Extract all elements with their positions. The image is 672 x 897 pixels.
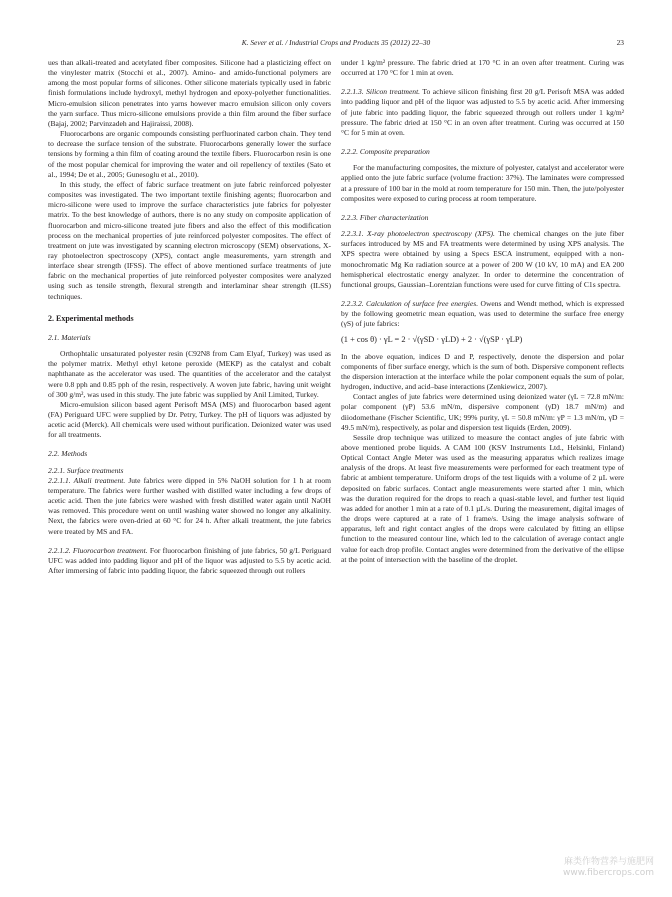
paragraph-silicon-treatment	[341, 87, 624, 138]
paragraph-composite-preparation: For the manufacturing composites, the mixture of polyester, catalyst and accelerator were applied onto the jute fabric surface (volume fraction: 37%). The laminates were compressed at a pressure of 100 bar in the mold at room temperature for 150 min. Then, the jute/polyester composites were exposed to curing process at room temperature.	[341, 163, 624, 203]
paragraph-silicone-intro: ues than alkali-treated and acetylated fiber composites. Silicone had a plasticizing effect on the vinylester matrix (Stocchi et al., 2007). Amino- and amido-functional polymers are among the most popular forms of silicones. Other silicone materials typically used in fabric finish formulations include hydroxyl, methyl hydrogen and epoxy-polyether functionalities. Micro-emulsion silicon penetrates into yarns however macro emulsion silicon only covers the yarn surface. Thus micro-silicone emulsions provide a thin film around the fiber surface (Bajaj, 2002; Parvinzadeh and Hajiraissi, 2008).	[48, 58, 331, 128]
heading-xps: 2.2.3.1. X-ray photoelectron spectroscopy (XPS).	[341, 229, 495, 239]
text-fluorocarbon-treatment: For fluorocarbon finishing of jute fabrics, 50 g/L Periguard UFC was added into padding liquor and pH of the liquor was adjusted to 5.5 by acetic acid. After immersing of fabric into padding liquor, the fabric squeezed through out rollers	[48, 545, 332, 576]
paragraph-materials-resin: Orthophtalic unsaturated polyester resin (C92N8 from Cam Elyaf, Turkey) was used as the polymer matrix. Methyl ethyl ketone peroxide (MEKP) as the catalyst and cobalt naphthanate as the accelerator was used. The quantities of the accelerator and the catalyst were 0.8 pph and 0.85 pph of the resin, respectively. A woven jute fabric, having unit weight of 300 g/m², was used in this study. The jute fabric was supplied by Anil Limited, Turkey.	[48, 349, 331, 399]
equation-body: (1 + cos θ) · γL = 2 · √(γSD · γLD) + 2 · √(γSP · γLP)	[341, 335, 523, 345]
paragraph-alkali-treatment	[48, 476, 331, 537]
text-xps: The chemical changes on the jute fiber surfaces introduced by MS and FA treatments were determined by using XPS analysis. The XPS spectra were obtained by using a Specs ESCA instrument, equipped with a non-monochromatic Mg Kα radiation source at a power of 200 W (10 kV, 10 mA) and EA 200 hemispherical electrostatic energy analyzer. In order to determine the concentration of functional groups, Gaussian–Lorentzian functions were used for curve fitting of C1s spectra.	[341, 229, 624, 289]
watermark-line-2: www.fibercrops.com	[563, 868, 654, 878]
paragraph-equation-explanation: In the above equation, indices D and P, respectively, denote the dispersion and polar components of fiber surface energy, which is the sum of both. Dispersive component reflects the dispersion interaction at the interface while the polar component equals the sum of polar, hydrogen, inductive, and acid–base interactions (Zenkiewicz, 2007).	[341, 351, 624, 392]
page-number: 23	[616, 38, 624, 47]
running-header	[48, 38, 624, 52]
text-surface-free-energy: Owens and Wendt method, which is expressed by the following geometric mean equation, was used to determine the surface free energy (γS) of jute fabrics:	[341, 298, 624, 329]
left-column	[48, 58, 331, 576]
text-silicon-treatment: To achieve silicon finishing first 20 g/L Perisoft MSA was added into padding liquor and pH of the liquor was adjusted to 5.5 by acetic acid. After immersing of jute fabric into padding liquor, the fabric squeezed through out rollers under 1 kg/m² pressure. The fabric dried at 150 °C in an oven after treatment. Curing was occurred at 150 °C for 5 min at oven.	[341, 87, 624, 137]
paragraph-fluorocarbon-treatment	[48, 546, 331, 576]
paragraph-study-aim: In this study, the effect of fabric surface treatment on jute fabric reinforced polyester composites was investigated. The two important textile finishing agents; fluorocarbon and micro-silicone were used to improve the surface characteristics jute fabrics for polyester matrix. To the best knowledge of authors, there is no any study on composite application of fluorocarbon and micro-silicone treated jute fibers and also the effect of this modification process on the mechanical properties of jute reinforced polyester composites. The effect of treatment on jute was investigated by scanning electron microscopy (SEM) observations, X-ray photoelectron spectroscopy (XPS), contact angle measurements, yarn strength and interface shear strength (IFSS). The effect of above mentioned surface treatments of jute fabric on the mechanical properties of jute reinforced polyester composites were analyzed using such as tensile strength, flexural strength and interlaminar shear strength (ILSS) techniques.	[48, 179, 331, 301]
subsubsection-heading-composite-preparation: 2.2.2. Composite preparation	[341, 147, 430, 157]
text-alkali-treatment: Jute fabrics were dipped in 5% NaOH solution for 1 h at room temperature. The fabrics were further washed with distilled water including a few drops of acetic acid. Then the jute fabrics were washed with fresh distilled water again until NaOH was removed. This procedure went on until washing water showed no longer any alkalinity. Next, the fabrics were oven-dried at 60 °C for 24 h. After alkali treatment, the jute fabrics were treated by MS and FA.	[48, 475, 331, 536]
site-watermark	[563, 857, 654, 879]
paragraph-fluorocarbon-continued: under 1 kg/m² pressure. The fabric dried at 170 °C in an oven after treatment. Curing was occurred at 170 °C for 1 min at oven.	[341, 58, 624, 78]
heading-alkali-treatment: 2.2.1.1. Alkali treatment.	[48, 475, 126, 485]
paragraph-fluorocarbons: Fluorocarbons are organic compounds consisting perfluorinated carbon chain. They tend to decrease the surface tension of the substrate. Fluorocarbons generally lower the surface tensions by forming a thin film of coating around the textile fibers. Fluorocarbon resin is one of the most popular chemical for improving the water and oil repellency of textiles (Sato et al., 1994; De et al., 2005; Gunesoglu et al., 2010).	[48, 129, 331, 179]
section-heading-experimental: 2. Experimental methods	[48, 313, 134, 323]
right-column	[341, 58, 624, 565]
heading-silicon-treatment: 2.2.1.3. Silicon treatment.	[341, 87, 421, 97]
subsubsection-heading-fiber-characterization: 2.2.3. Fiber characterization	[341, 212, 429, 222]
subsection-heading-methods: 2.2. Methods	[48, 449, 88, 459]
heading-fluorocarbon-treatment: 2.2.1.2. Fluorocarbon treatment.	[48, 545, 148, 555]
journal-citation: K. Sever et al. / Industrial Crops and Products 35 (2012) 22–30	[241, 38, 431, 47]
paragraph-xps	[341, 229, 624, 290]
paragraph-contact-angle-liquids: Contact angles of jute fabrics were determined using deionized water (γL = 72.8 mN/m: polar component (γP) 53.6 mN/m, dispersive component (γD) 18.7 mN/m) and diiodomethane (Fischer Scientific, UK; 99% purity, γL = 50.8 mN/m: γP = 1.3 mN/m, γD = 49.5 mN/m), respectively, as polar and dispersion test liquids (Erden, 2009).	[341, 392, 624, 432]
paragraph-sessile-drop: Sessile drop technique was utilized to measure the contact angles of jute fabric with above mentioned probe liquids. A CAM 100 (KSV Instruments Ltd., Helsinki, Finland) Optical Contact Angle Meter was used as the measuring apparatus which realizes image analysis of the drops. At least five measurements were performed for each treatment type of fabric at ambient temperature. Uniform drops of the test liquids with a volume of 2 µL were deposited on fabric surfaces. Contact angle measurements were started after 1 min, which was the duration required for the drops to reach a quasi-stable level, and further test liquid was added for another 1 min at a rate of 0.1 µL/s. During the measurement, digital images of the drops were captured at a rate of 1 frame/s. Using the image analysis software of apparatus, left and right contact angles of the drops were calculated by fitting an ellipse function to the measured contour line, which led to the calculation of average contact angle value for each drop profile. Contact angles were determined from the derivative of the ellipse at the point of intersection with the baseline of the droplet.	[341, 432, 624, 564]
owens-wendt-equation	[341, 335, 624, 345]
subsubsection-heading-surface-treatments: 2.2.1. Surface treatments	[48, 465, 124, 475]
paragraph-materials-agents: Micro-emulsion silicon based agent Perisoft MSA (MS) and fluorocarbon based agent (FA) Periguard UFC were supplied by Dr. Petry, Turkey. The pH of liquors was adjusted by acetic acid (Merck). All chemicals were used without purification. Deionized water was used for all treatments.	[48, 399, 331, 440]
paragraph-surface-free-energy	[341, 299, 624, 329]
heading-surface-free-energy: 2.2.3.2. Calculation of surface free energies.	[341, 298, 479, 308]
subsection-heading-materials: 2.1. Materials	[48, 332, 91, 342]
watermark-line-1: 麻类作物营养与施肥网	[563, 857, 654, 867]
